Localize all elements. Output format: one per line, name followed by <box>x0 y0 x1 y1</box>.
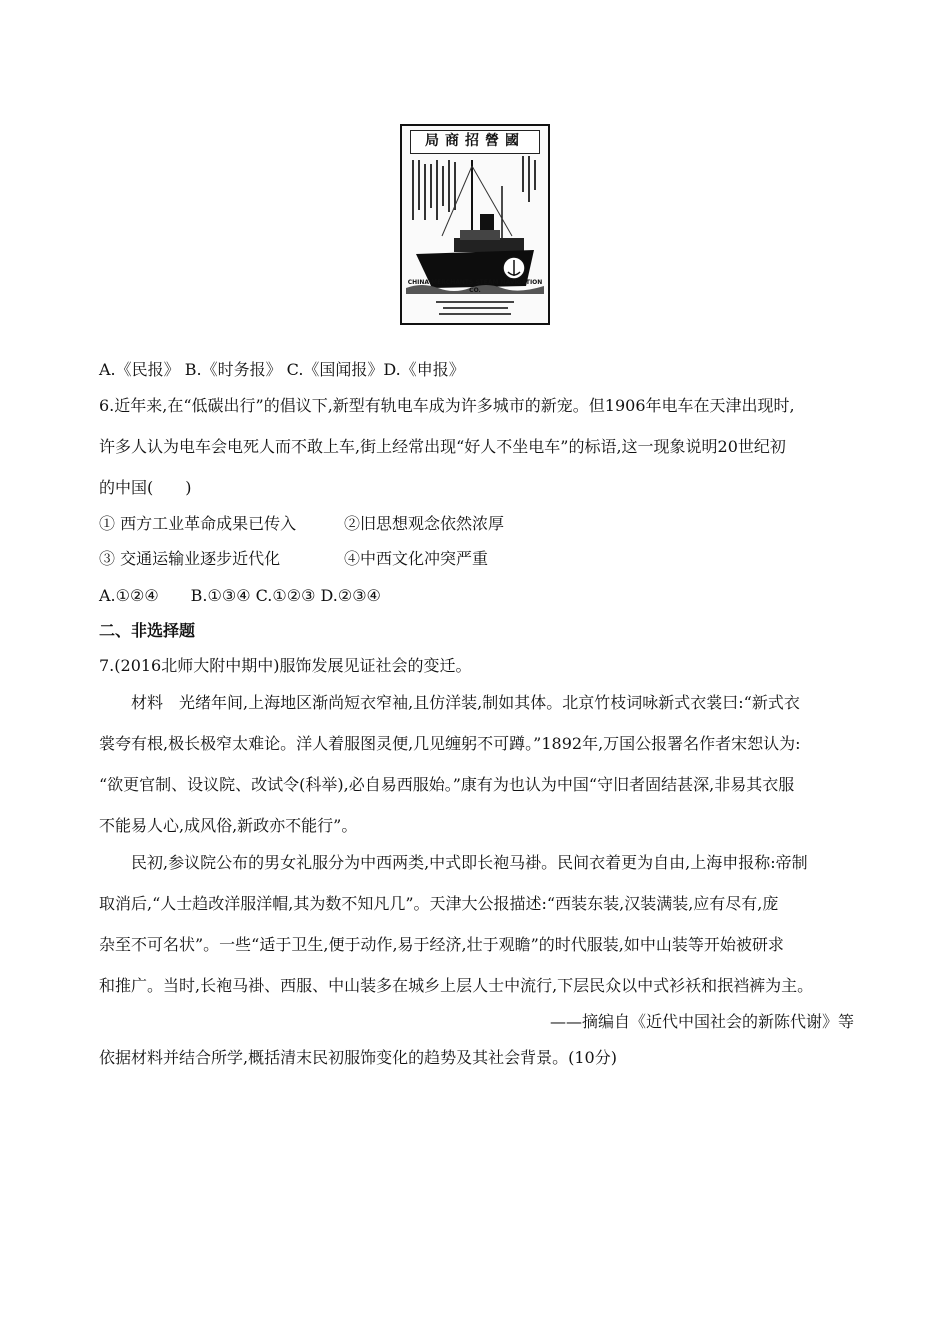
q6-options: A.①②④ B.①③④ C.①②③ D.②③④ <box>99 586 381 605</box>
q6-item-1: ① 西方工业革命成果已传入 <box>99 514 297 533</box>
q7-material-p2-line4: 和推广。当时,长袍马褂、西服、中山装多在城乡上层人士中流行,下层民众以中式衫袄和抿裆裤为主。 <box>99 976 814 995</box>
poster-title: 局商招營國 <box>410 130 540 154</box>
q6-item-3: ③ 交通运输业逐步近代化 <box>99 549 281 568</box>
q5-options: A.《民报》 B.《时务报》 C.《国闻报》D.《申报》 <box>99 360 465 379</box>
poster-small-print <box>410 297 540 319</box>
q7-material-p1-line3: “欲更官制、设议院、改试令(科举),必自易西服始。”康有为也认为中国“守旧者固结甚深,非易其衣服 <box>99 775 795 794</box>
q7-material-p2-line2: 取消后,“人士趋改洋服洋帽,其为数不知凡几”。天津大公报描述:“西装东装,汉装满装,应有尽有,庞 <box>99 894 779 913</box>
q6-text-line2: 许多人认为电车会电死人而不敢上车,街上经常出现“好人不坐电车”的标语,这一现象说明20世纪初 <box>99 437 786 456</box>
q7-material-p1-line2: 裳夸有根,极长极窄太难论。洋人着服图灵便,几见缠躬不可蹲。”1892年,万国公报署名作者宋恕认为: <box>99 734 801 753</box>
q7-material-p2-line1: 民初,参议院公布的男女礼服分为中西两类,中式即长袍马褂。民间衣着更为自由,上海申报称:帝制 <box>131 853 808 872</box>
q6-item-4: ④中西文化冲突严重 <box>344 549 489 568</box>
steamship-poster-image <box>400 124 550 325</box>
q7-material-p2-line3: 杂至不可名状”。一些“适于卫生,便于动作,易于经济,壮于观瞻”的时代服装,如中山装等开始被研求 <box>99 935 784 954</box>
poster-english-text: CHINA MERCHANTS STEAM NAVIGATION CO. <box>407 279 543 294</box>
q7-title: 7.(2016北师大附中期中)服饰发展见证社会的变迁。 <box>99 656 472 675</box>
section-heading: 二、非选择题 <box>99 621 196 640</box>
q6-text-line1: 6.近年来,在“低碳出行”的倡议下,新型有轨电车成为许多城市的新宠。但1906年电车在天津出现时, <box>99 396 795 415</box>
q7-material-p1-line1: 材料 光绪年间,上海地区渐尚短衣窄袖,且仿洋装,制如其体。北京竹枝词咏新式衣裳曰:“新式衣 <box>131 693 800 712</box>
q7-task: 依据材料并结合所学,概括清末民初服饰变化的趋势及其社会背景。(10分) <box>99 1048 617 1067</box>
q7-material-p1-line4: 不能易人心,成风俗,新政亦不能行”。 <box>99 816 358 835</box>
q6-item-2: ②旧思想观念依然浓厚 <box>344 514 505 533</box>
q7-source-attribution: ——摘编自《近代中国社会的新陈代谢》等 <box>549 1012 854 1031</box>
q6-text-line3: 的中国( ) <box>99 478 192 497</box>
